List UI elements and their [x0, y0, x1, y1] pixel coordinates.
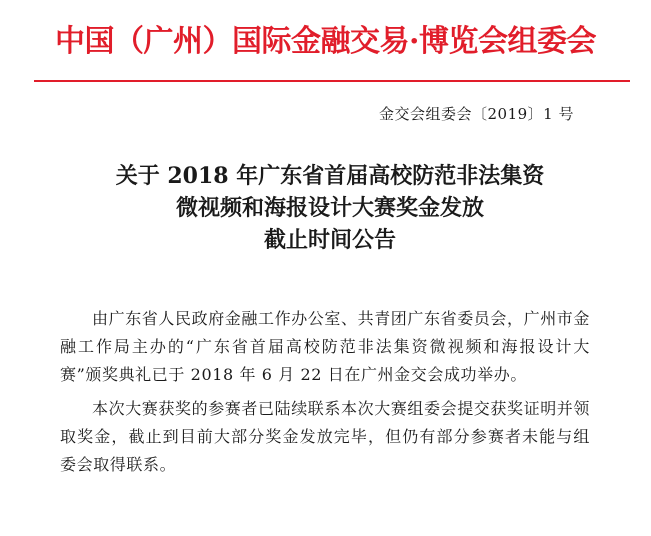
document-number: 金交会组委会〔2019〕1 号	[379, 105, 574, 123]
title-line-3: 截止时间公告	[263, 227, 396, 253]
notice-title	[40, 160, 620, 256]
body-paragraph-1: 由广东省人民政府金融工作办公室、共青团广东省委员会，广州市金融工作局主办的“广东省首届高校防范非法集资微视频和海报设计大赛”颁奖典礼已于 2018 年 6 月 22 日在广州金交会成功举办。	[60, 309, 591, 384]
notice-body	[60, 305, 590, 485]
red-divider-line	[34, 80, 630, 82]
organization-header: 中国（广州）国际金融交易·博览会组委会	[55, 24, 596, 59]
title-line-2: 微视频和海报设计大赛奖金发放	[175, 195, 484, 221]
title-line-1: 关于 2018 年广东省首届高校防范非法集资	[115, 163, 545, 189]
body-paragraph-2: 本次大赛获奖的参赛者已陆续联系本次大赛组委会提交获奖证明并领取奖金，截止到目前大部分奖金发放完毕，但仍有部分参赛者未能与组委会取得联系。	[60, 399, 591, 474]
